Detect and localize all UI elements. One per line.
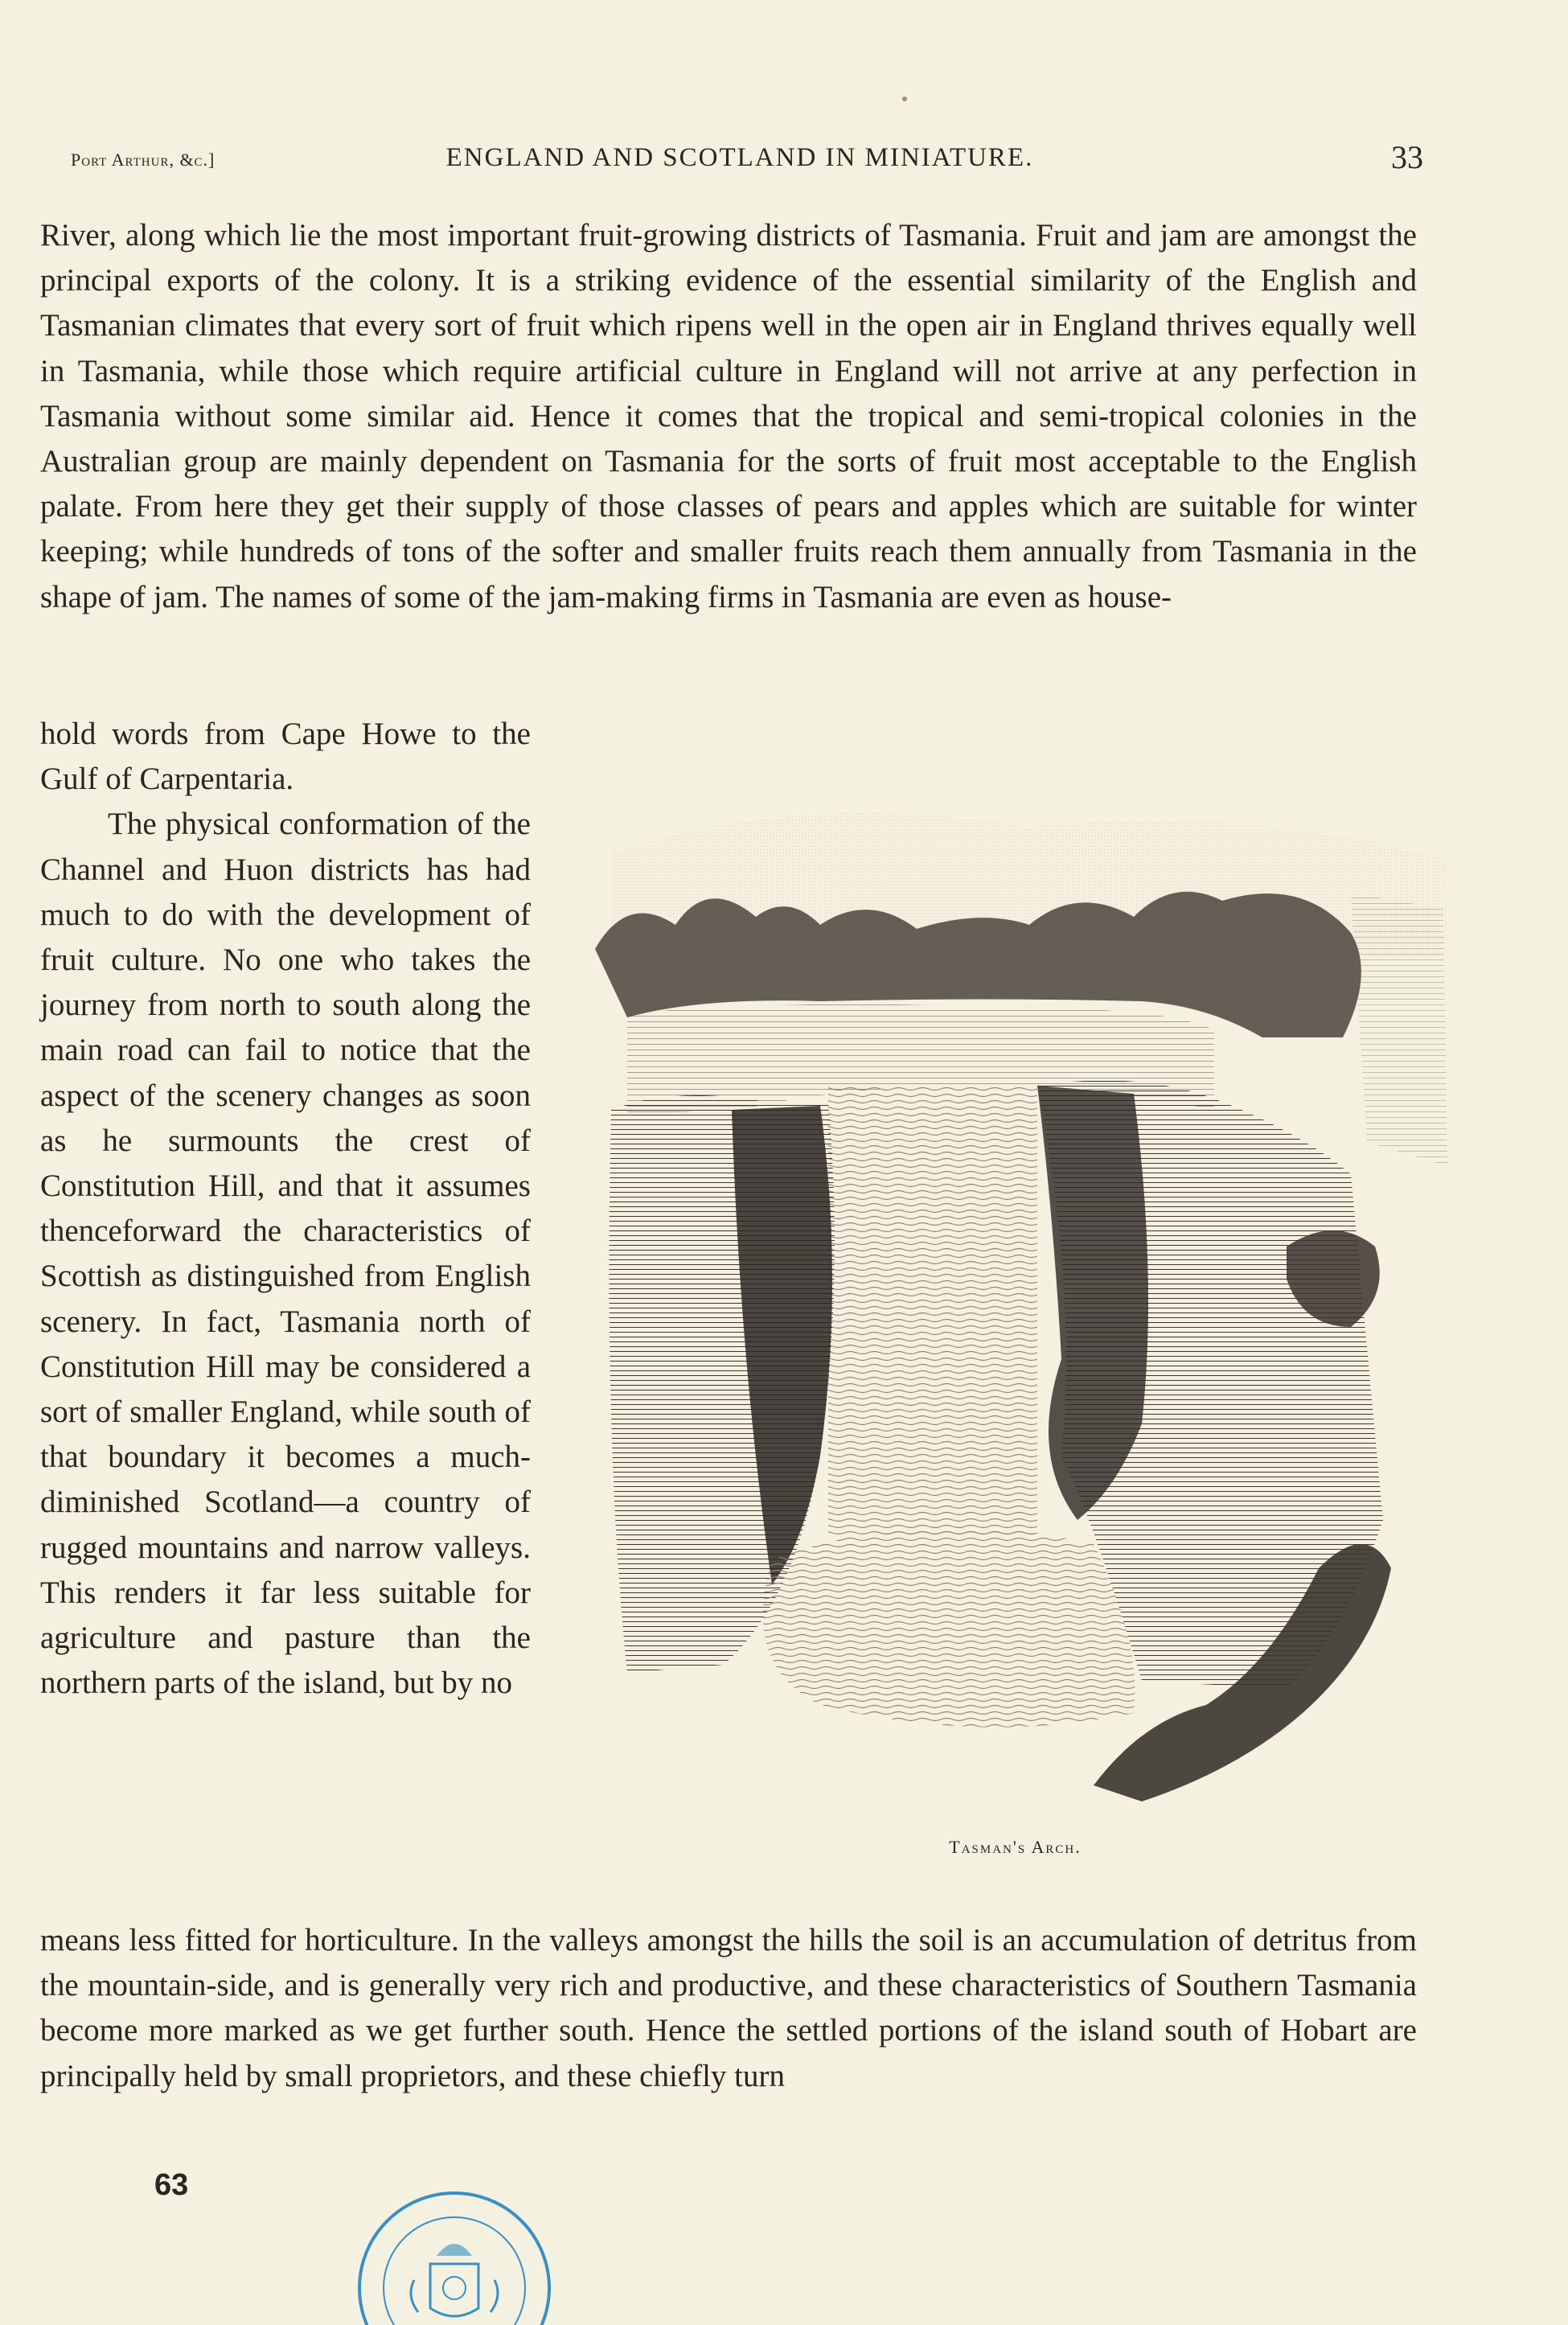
- physical-conformation-paragraph: The physical conformation of the Channel and Huon districts has had much to do with the development of fruit culture. No one who takes the journey from north to south along the main road can fail to notice that the aspect of the scenery changes as soon as he surmounts the crest of Constitution Hill, and that it assumes thenceforward the characteristics of Scottish as distinguished from English scenery. In fact, Tasmania north of Constitution Hill may be considered a sort of smaller England, while south of that boundary it becomes a much-diminished Scotland—a country of rugged mountains and narrow valleys. This renders it far less suitable for agriculture and pasture than the northern parts of the island, but by no: [40, 807, 531, 1701]
- paper-speck: [902, 97, 907, 101]
- running-title: ENGLAND AND SCOTLAND IN MINIATURE.: [445, 143, 1034, 172]
- section-reference: Port Arthur, &c.]: [71, 150, 215, 170]
- british-museum-stamp: [342, 2175, 567, 2325]
- signature-mark: 63: [154, 2168, 189, 2202]
- bottom-paragraph-block: [40, 1918, 1417, 2099]
- top-paragraph: River, along which lie the most important fruit-growing districts of Tasmania. Fruit and jam are amongst the principal exports of the colony. It is a striking evidence of the essential similarity of the English and Tasmanian climates that every sort of fruit which ripens well in the open air in England thrives equally well in Tasmania, while those which require artificial culture in England will not arrive at any perfection in Tasmania without some similar aid. Hence it comes that the tropical and semi-tropical colonies in the Australian group are mainly dependent on Tasmania for the sorts of fruit most acceptable to the English palate. From here they get their supply of those classes of pears and apples which are suitable for winter keeping; while hundreds of tons of the softer and smaller fruits reach them annually from Tasmania in the shape of jam. The names of some of the jam-making firms in Tasmania are even as house-: [40, 218, 1417, 614]
- left-column-text: [40, 712, 531, 1706]
- bottom-paragraph: means less fitted for horticulture. In the valleys amongst the hills the soil is an accumulation of detritus from the mountain-side, and is generally very rich and productive, and these characteristics of Southern Tasmania become more marked as we get further south. Hence the settled portions of the island south of Hobart are principally held by small proprietors, and these chiefly turn: [40, 1923, 1417, 2093]
- running-header: [0, 138, 1568, 179]
- tasmans-arch-engraving: [579, 796, 1451, 1818]
- continuation-text: hold words from Cape Howe to the Gulf of Carpentaria.: [40, 717, 531, 797]
- illustration-caption: Tasman's Arch.: [949, 1837, 1082, 1857]
- page-number: 33: [1391, 139, 1423, 175]
- top-paragraph-block: [40, 213, 1417, 620]
